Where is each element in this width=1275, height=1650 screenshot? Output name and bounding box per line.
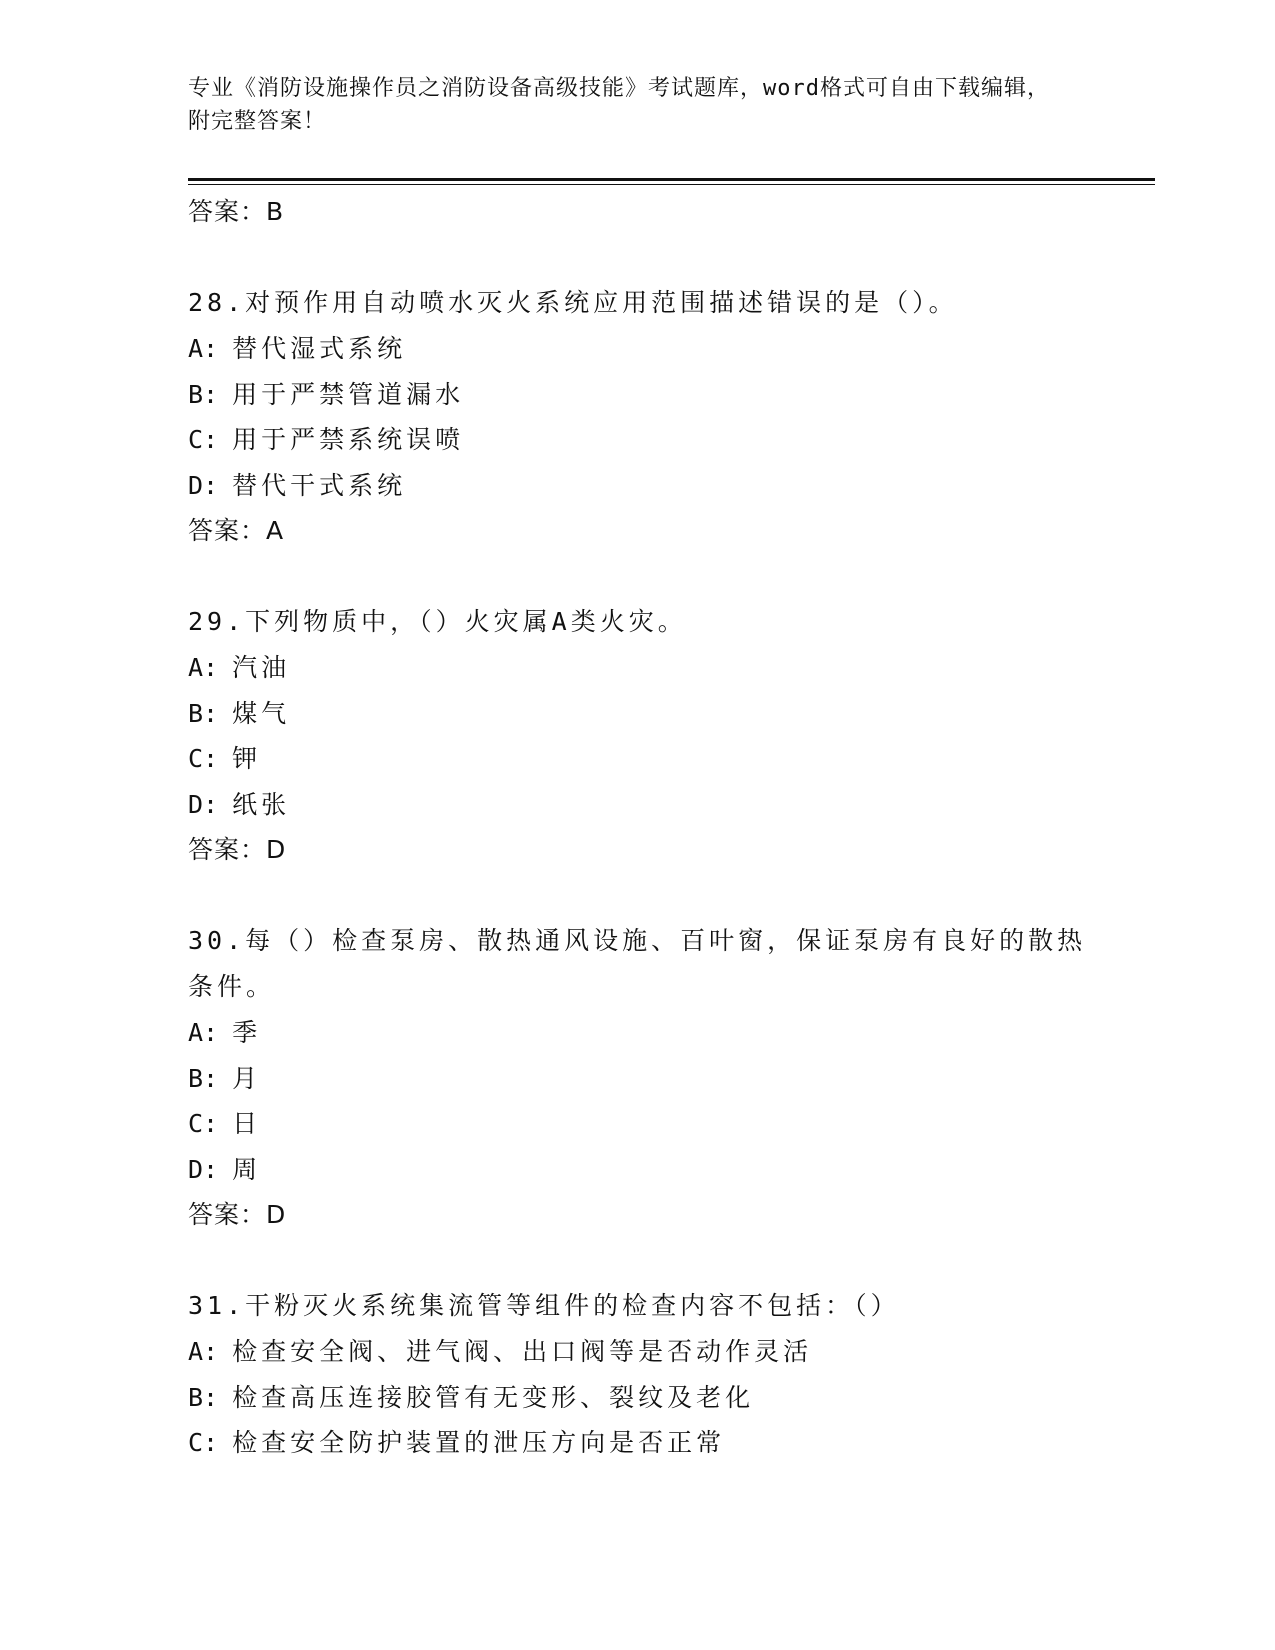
option-text: 月	[232, 1063, 262, 1093]
option-d	[188, 463, 1088, 509]
question-28	[188, 280, 1088, 326]
answer-label: 答案：	[188, 197, 267, 226]
question-gap	[188, 1238, 1088, 1283]
question-30	[188, 918, 1088, 1010]
answer-value: A	[266, 516, 285, 545]
option-b	[188, 1375, 1088, 1421]
question-number: 31.	[188, 1291, 246, 1320]
option-key: A:	[188, 334, 219, 363]
answer-value: D	[266, 835, 287, 864]
option-text: 钾	[232, 744, 262, 773]
answer-line	[188, 1192, 1088, 1238]
question-number: 30.	[188, 926, 246, 955]
question-text: 对预作用自动喷水灭火系统应用范围描述错误的是（）。	[245, 288, 958, 317]
option-d	[188, 1147, 1088, 1193]
option-key: C:	[188, 744, 219, 773]
answer-line	[188, 189, 1088, 235]
header-rule-thick	[188, 178, 1155, 181]
option-a	[188, 1329, 1088, 1375]
option-text: 汽油	[232, 653, 291, 682]
answer-label: 答案：	[188, 1200, 267, 1229]
option-a	[188, 645, 1088, 691]
option-key: D:	[188, 470, 219, 500]
option-text: 检查安全阀、进气阀、出口阀等是否动作灵活	[232, 1337, 813, 1366]
answer-line	[188, 508, 1088, 554]
option-key: A:	[188, 1337, 219, 1366]
option-text: 用于严禁管道漏水	[232, 379, 465, 409]
option-b	[188, 372, 1088, 418]
option-text: 检查高压连接胶管有无变形、裂纹及老化	[232, 1382, 755, 1412]
option-key: A:	[188, 1018, 219, 1047]
answer-label: 答案：	[188, 835, 267, 864]
option-a	[188, 1010, 1088, 1056]
option-b	[188, 691, 1088, 737]
option-c	[188, 417, 1088, 463]
option-key: A:	[188, 653, 219, 682]
answer-line	[188, 827, 1088, 873]
option-text: 检查安全防护装置的泄压方向是否正常	[232, 1428, 726, 1457]
option-text: 周	[232, 1154, 262, 1184]
question-number: 28.	[188, 288, 246, 317]
option-key: C:	[188, 425, 219, 454]
option-key: D:	[188, 789, 219, 819]
option-a	[188, 326, 1088, 372]
option-b	[188, 1056, 1088, 1102]
option-c	[188, 736, 1088, 782]
option-text: 替代干式系统	[232, 470, 407, 500]
option-key: B:	[188, 1063, 219, 1093]
question-29	[188, 599, 1088, 645]
option-text: 日	[232, 1109, 262, 1138]
question-gap	[188, 554, 1088, 599]
option-d	[188, 782, 1088, 828]
option-key: D:	[188, 1154, 219, 1184]
question-gap	[188, 235, 1088, 280]
document-header	[188, 72, 1068, 138]
header-rule-thin	[188, 184, 1155, 185]
question-text: 干粉灭火系统集流管等组件的检查内容不包括：（）	[245, 1291, 900, 1320]
option-text: 煤气	[232, 698, 291, 728]
answer-value: D	[266, 1200, 287, 1229]
option-c	[188, 1101, 1088, 1147]
option-key: B:	[188, 1382, 219, 1412]
option-key: C:	[188, 1428, 219, 1457]
option-key: C:	[188, 1109, 219, 1138]
option-text: 替代湿式系统	[232, 334, 407, 363]
option-key: B:	[188, 379, 219, 409]
answer-value: B	[266, 197, 285, 226]
answer-label: 答案：	[188, 516, 267, 545]
option-c	[188, 1420, 1088, 1466]
option-text: 用于严禁系统误喷	[232, 425, 465, 454]
option-key: B:	[188, 698, 219, 728]
question-text: 下列物质中，（）火灾属A类火灾。	[245, 607, 687, 636]
question-gap	[188, 873, 1088, 918]
question-number: 29.	[188, 607, 246, 636]
header-text: 专业《消防设施操作员之消防设备高级技能》考试题库，word格式可自由下载编辑，附完整答案！	[188, 76, 1050, 134]
question-text: 每（）检查泵房、散热通风设施、百叶窗，保证泵房有良好的散热条件。	[188, 926, 1087, 1001]
question-list	[188, 189, 1088, 1466]
question-31	[188, 1283, 1088, 1329]
option-text: 季	[232, 1018, 262, 1047]
option-text: 纸张	[232, 789, 291, 819]
